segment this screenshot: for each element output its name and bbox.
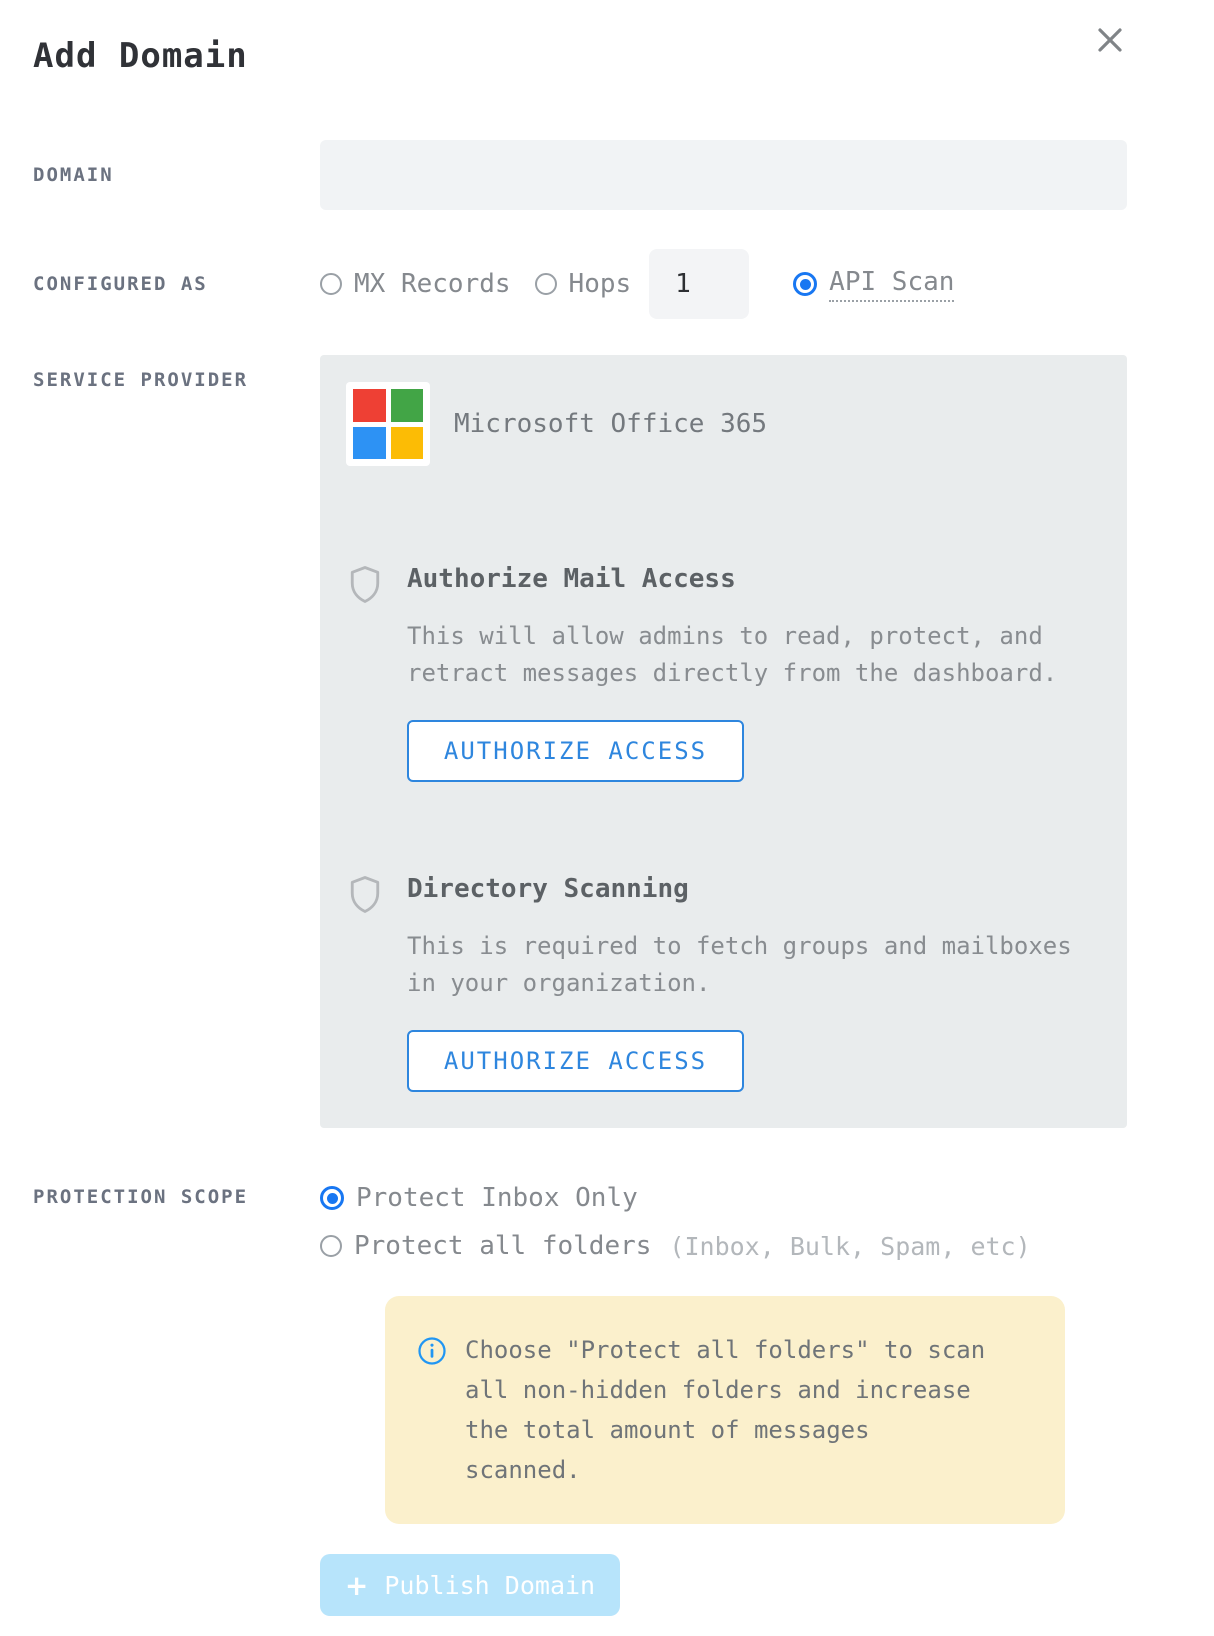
radio-mx-records-label: MX Records [354,269,511,299]
protection-scope-label: PROTECTION SCOPE [33,1186,249,1208]
directory-scanning-section [346,874,1101,1092]
radio-selected-icon[interactable] [793,272,817,296]
protect-all-folders-hint: (Inbox, Bulk, Spam, etc) [669,1231,1031,1261]
provider-header [346,382,1101,466]
provider-name: Microsoft Office 365 [454,409,768,439]
ms-logo-red-square [353,389,386,422]
radio-selected-icon[interactable] [320,1186,344,1210]
radio-hops[interactable] [535,269,632,299]
radio-circle-icon[interactable] [320,1235,342,1257]
radio-mx-records[interactable] [320,269,511,299]
info-note-box [385,1296,1065,1524]
configured-as-row [33,248,1127,320]
radio-api-scan[interactable] [793,267,954,302]
directory-scanning-title: Directory Scanning [407,874,689,904]
protect-all-folders-label: Protect all folders [354,1231,652,1261]
protection-scope-options [320,1174,1127,1524]
authorize-access-button-mail[interactable]: AUTHORIZE ACCESS [407,720,744,782]
service-provider-row [33,355,1127,1128]
publish-domain-label: Publish Domain [384,1570,596,1600]
protection-scope-row [33,1174,1127,1524]
radio-api-scan-label: API Scan [829,267,954,302]
radio-circle-icon[interactable] [320,273,342,295]
page-title: Add Domain [33,36,248,76]
authorize-mail-access-description: This will allow admins to read, protect, and retract messages directly from the dashboard. [407,622,1058,687]
authorize-mail-access-title: Authorize Mail Access [407,564,736,594]
ms-logo-green-square [391,389,424,422]
protect-inbox-only-label: Protect Inbox Only [356,1183,638,1213]
radio-protect-inbox-only[interactable] [320,1174,1127,1222]
publish-domain-button[interactable] [320,1554,620,1616]
domain-label: DOMAIN [33,164,114,186]
ms-logo-yellow-square [391,427,424,460]
directory-scanning-description: This is required to fetch groups and mailboxes in your organization. [407,932,1072,997]
info-note-text: Choose "Protect all folders" to scan all non-hidden folders and increase the total amount of messages scanned. [465,1336,986,1484]
radio-hops-label: Hops [568,269,632,299]
plus-icon: + [344,1568,369,1602]
domain-row [33,140,1127,210]
domain-input[interactable] [320,140,1127,210]
service-provider-label: SERVICE PROVIDER [33,369,249,391]
shield-icon [348,564,382,782]
radio-circle-icon[interactable] [535,273,557,295]
close-icon [1094,24,1126,60]
ms-logo-blue-square [353,427,386,460]
info-icon [417,1336,447,1370]
close-button[interactable] [1092,24,1128,60]
microsoft-logo-icon [346,382,430,466]
configured-as-label: CONFIGURED AS [33,273,208,295]
radio-protect-all-folders[interactable] [320,1222,1127,1270]
authorize-access-button-directory[interactable]: AUTHORIZE ACCESS [407,1030,744,1092]
shield-icon [348,874,382,1092]
hops-count-input[interactable] [649,249,749,319]
publish-row [320,1554,1127,1616]
service-provider-panel [320,355,1127,1128]
authorize-mail-access-section [346,564,1101,782]
configured-as-options [320,248,954,320]
